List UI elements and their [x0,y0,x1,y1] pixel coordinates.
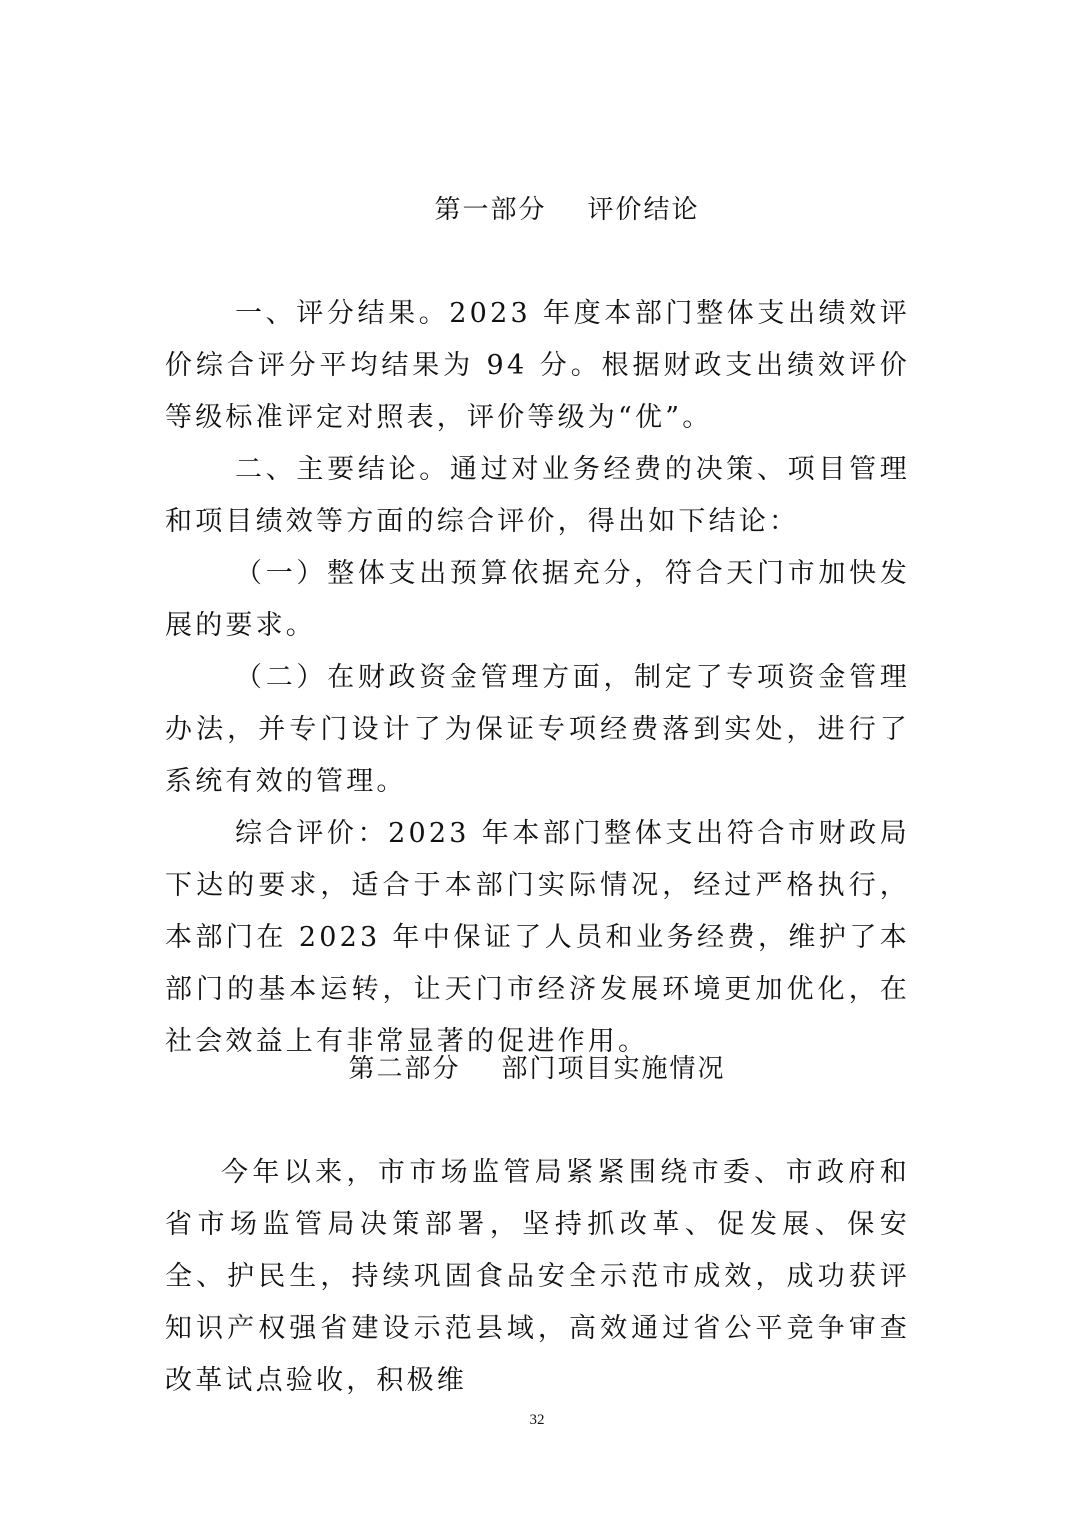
paragraph-overall-evaluation: 综合评价：2023 年本部门整体支出符合市财政局下达的要求，适合于本部门实际情况，经过严格执行，本部门在 2023 年中保证了人员和业务经费，维护了本部门的基本运转，让天门市经济发展环境更加优化，在社会效益上有非常显著的促进作用。 [165,818,910,1057]
paragraph-score-result: 一、评分结果。2023 年度本部门整体支出绩效评价综合评分平均结果为 94 分。根据财政支出绩效评价等级标准评定对照表，评价等级为“优”。 [165,298,910,433]
paragraph-conclusion-2: （二）在财政资金管理方面，制定了专项资金管理办法，并专门设计了为保证专项经费落到实处，进行了系统有效的管理。 [165,662,910,797]
paragraph-implementation: 今年以来，市市场监管局紧紧围绕市委、市政府和省市场监管局决策部署，坚持抓改革、促发展、保安全、护民生，持续巩固食品安全示范市成效，成功获评知识产权强省建设示范县域，高效通过省公平竞争审查改革试点验收，积极维 [165,1157,910,1396]
part2-title: 第二部分 部门项目实施情况 [348,1054,726,1084]
paragraph-conclusion-1: （一）整体支出预算依据充分，符合天门市加快发展的要求。 [165,558,910,641]
part1-title: 第一部分 评价结论 [434,195,700,225]
paragraph-main-conclusion: 二、主要结论。通过对业务经费的决策、项目管理和项目绩效等方面的综合评价，得出如下结论： [165,454,910,537]
page-number: 32 [529,1412,545,1428]
